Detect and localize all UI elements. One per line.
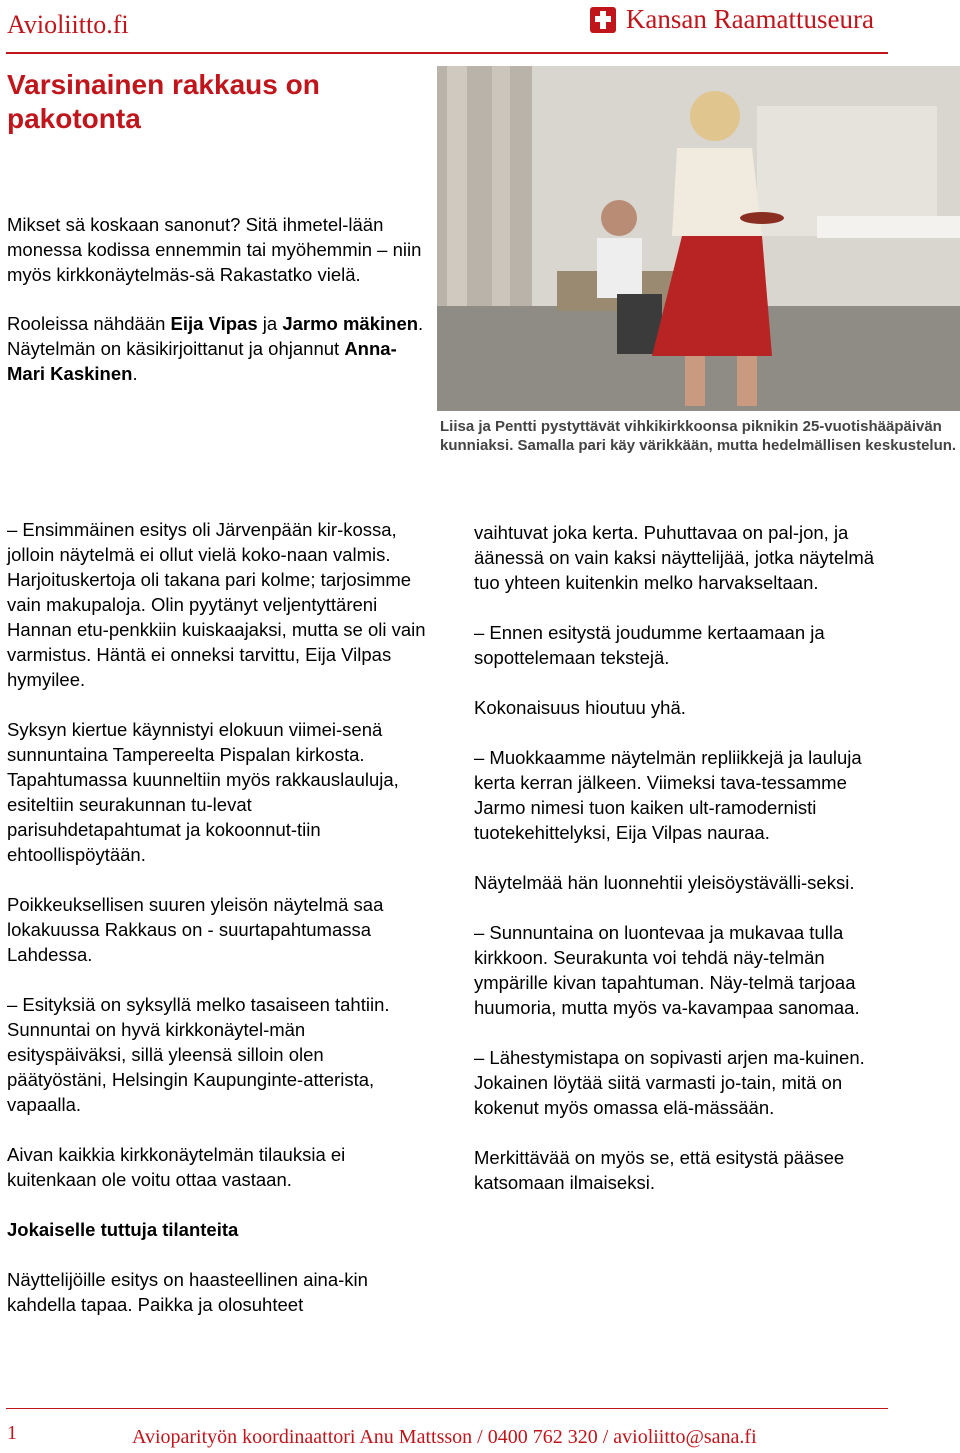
intro-credits: Rooleissa nähdään Eija Vipas ja Jarmo mäkinen. Näytelmän on käsikirjoittanut ja ohjannut Anna-Mari Kaskinen. [7,313,424,384]
body-paragraph: – Ensimmäinen esitys oli Järvenpään kir-kossa, jolloin näytelmä ei ollut vielä koko-naan valmis. Harjoituskertoja oli takana pari kolme; tarjosimme vain makupaloja. Olin pyytänyt veljentyttäreni Hannan etu-penkkiin kuiskaajaksi, mutta se oli vain varmistus. Häntä ei onneksi tarvittu, Eija Vilpas hymyilee. [7,519,426,690]
body-paragraph: Näyttelijöille esitys on haasteellinen aina-kin kahdella tapaa. Paikka ja olosuhteet [7,1269,368,1315]
body-paragraph: Aivan kaikkia kirkkonäytelmän tilauksia ei kuitenkaan ole voitu ottaa vastaan. [7,1144,346,1190]
body-paragraph: – Lähestymistapa on sopivasti arjen ma-kuinen. Jokainen löytää siitä varmasti jo-tain, mitä on kokenut myös omassa elä-mässään. [474,1047,865,1118]
body-paragraph: Kokonaisuus hioutuu yhä. [474,697,686,718]
left-column [7,517,427,1342]
article-title: Varsinainen rakkaus on pakotonta [7,69,320,134]
body-paragraph: – Muokkaamme näytelmän repliikkejä ja lauluja kerta kerran jälkeen. Viimeksi tava-tessamme Jarmo nimesi tuon kaiken ult-ramodernisti tuotekehittelyksi, Eija Vilpas nauraa. [474,747,862,843]
section-subheading: Jokaiselle tuttuja tilanteita [7,1219,239,1240]
body-paragraph: Näytelmää hän luonnehtii yleisöystävälli-seksi. [474,872,855,893]
right-column [474,520,894,1220]
body-paragraph: – Esityksiä on syksyllä melko tasaiseen tahtiin. Sunnuntai on hyvä kirkkonäytel-män esityspäiväksi, sillä yleensä silloin olen päätyöstäni, Helsingin Kaupunginte-atterista, vapaalla. [7,994,390,1115]
footer-divider [6,1408,888,1409]
body-paragraph: Merkittävää on myös se, että esitystä pääsee katsomaan ilmaiseksi. [474,1147,845,1193]
rose-cross-icon [588,5,618,35]
page-number: 1 [7,1422,17,1444]
publisher-logo[interactable] [588,4,874,35]
actor-name: Eija Vipas [170,313,258,334]
body-paragraph: – Sunnuntaina on luontevaa ja mukavaa tulla kirkkoon. Seurakunta voi tehdä näy-telmän ympärille kivan tapahtuman. Näy-telmä tarjoaa huumoria, mutta myös va-kavampaa sanomaa. [474,922,860,1018]
header-divider [6,52,888,54]
body-paragraph: Poikkeuksellisen suuren yleisön näytelmä saa lokakuussa Rakkaus on - suurtapahtumassa Lahdessa. [7,894,384,965]
body-paragraph: vaihtuvat joka kerta. Puhuttavaa on pal-jon, ja äänessä on vain kaksi näyttelijää, jotka näytelmä tuo yhteen kuitenkin melko harvakseltaan. [474,522,875,593]
actor-name: Jarmo mäkinen [282,313,419,334]
body-paragraph: – Ennen esitystä joudumme kertaamaan ja sopottelemaan tekstejä. [474,622,825,668]
director-name: Anna-Mari Kaskinen [7,338,397,384]
article-intro [7,212,427,386]
publisher-name: Kansan Raamattuseura [625,4,874,34]
footer-contact: Avioparityön koordinaattori Anu Mattsson / 0400 762 320 / avioliitto@sana.fi [132,1426,757,1448]
article-photo [437,66,960,411]
body-paragraph: Syksyn kiertue käynnistyi elokuun viimei-senä sunnuntaina Tampereelta Pispalan kirkosta. Tapahtumassa kuunneltiin myös rakkauslauluja, esiteltiin seurakunnan tu-levat parisuhdetapahtumat ja kokoonnut-tiin ehtoollispöytään. [7,719,399,865]
site-name[interactable]: Avioliitto.fi [7,10,129,39]
intro-paragraph: Mikset sä koskaan sanonut? Sitä ihmetel-lään monessa kodissa ennemmin tai myöhemmin – niin myös kirkkonäytelmäs-sä Rakastatko vielä. [7,214,422,285]
photo-caption: Liisa ja Pentti pystyttävät vihkikirkkoonsa piknikin 25-vuotishääpäivän kunniaksi. Samalla pari käy värikkään, mutta hedelmällisen keskustelun. [440,418,957,454]
church-play-scene-image [437,66,960,411]
